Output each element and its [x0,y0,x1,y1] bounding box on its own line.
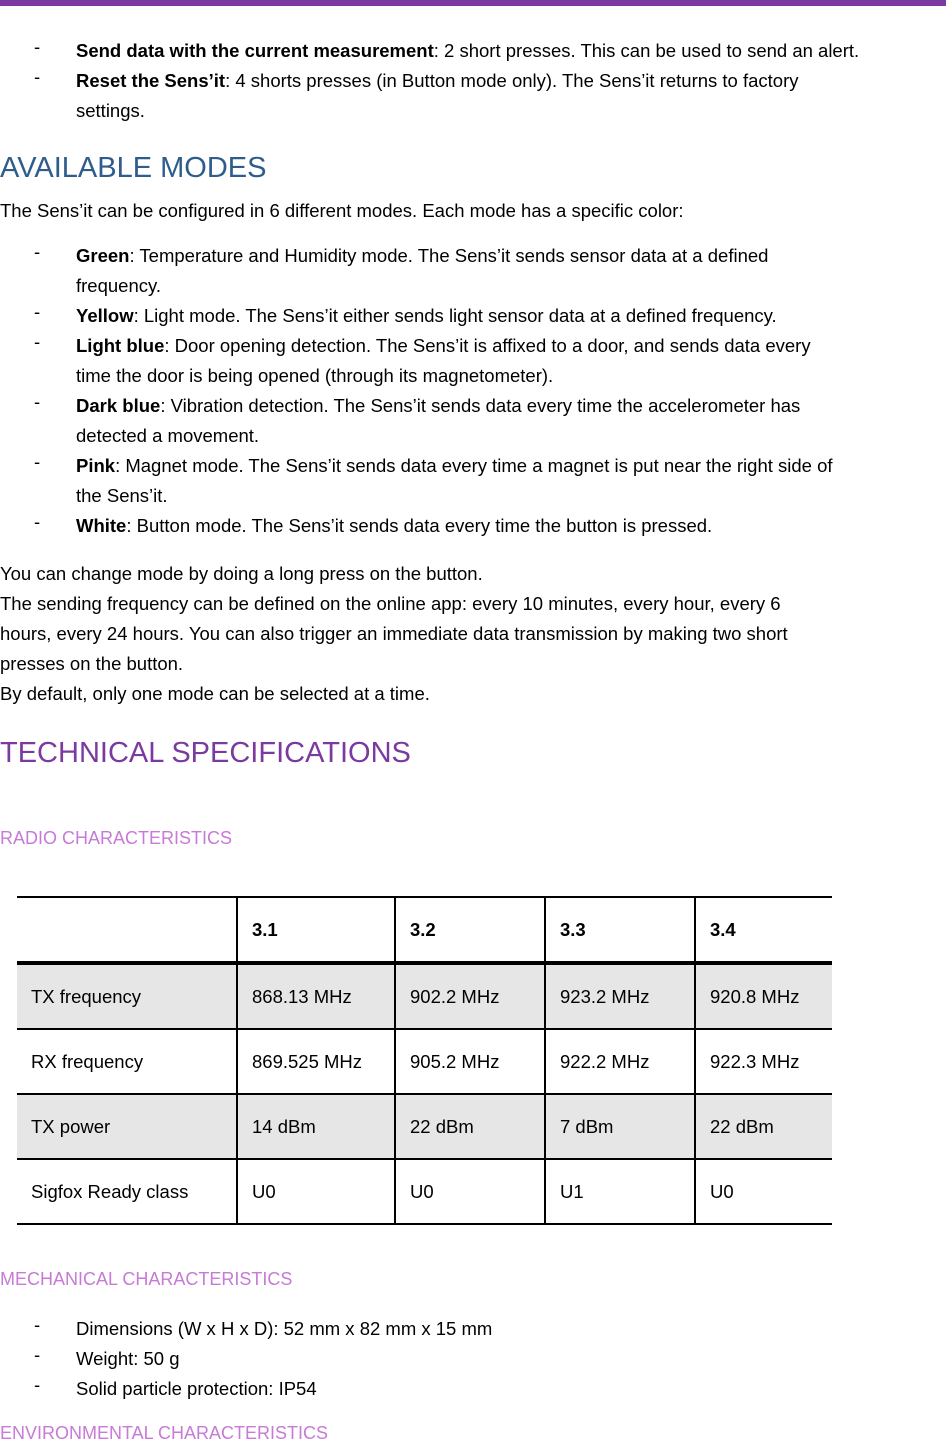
top-accent-bar [0,0,946,6]
paragraph-line: You can change mode by doing a long press on the button. [0,563,483,584]
list-item-text-cont: settings. [76,100,145,121]
bullet-dash: - [34,1374,41,1395]
table-header-cell [17,897,237,963]
bullet-dash: - [34,1314,41,1335]
table-cell: 902.2 MHz [395,963,545,1029]
table-cell: U0 [695,1159,832,1224]
table-cell: 22 dBm [695,1094,832,1159]
table-cell: 920.8 MHz [695,963,832,1029]
table-header-cell: 3.4 [695,897,832,963]
bullet-dash: - [34,301,41,322]
table-cell: TX power [17,1094,237,1159]
paragraph-line: The sending frequency can be defined on the online app: every 10 minutes, every hour, every 6 [0,593,781,614]
paragraph-line: By default, only one mode can be selected at a time. [0,683,430,704]
table-row [17,963,832,1029]
table-cell: 922.3 MHz [695,1029,832,1094]
bullet-dash: - [34,331,41,352]
subheading-environmental: ENVIRONMENTAL CHARACTERISTICS [0,1423,329,1443]
paragraph-line: presses on the button. [0,653,184,674]
list-item-bold: Send data with the current measurement [76,40,434,61]
table-row [17,1029,832,1094]
table-cell: Sigfox Ready class [17,1159,237,1224]
table-cell: 14 dBm [237,1094,395,1159]
table-row [17,1094,832,1159]
subheading-mechanical: MECHANICAL CHARACTERISTICS [0,1269,293,1289]
list-item-text: : 4 shorts presses (in Button mode only). The Sens’it returns to factory [225,70,799,91]
bullet-dash: - [34,66,41,87]
list-item-text: : 2 short presses. This can be used to send an alert. [433,40,860,61]
bullet-dash: - [34,451,41,472]
table-cell: 922.2 MHz [545,1029,695,1094]
table-cell: 869.525 MHz [237,1029,395,1094]
modes-intro: The Sens’it can be configured in 6 different modes. Each mode has a specific color: [0,200,684,221]
table-header-row [17,897,832,963]
section-heading-available-modes: AVAILABLE MODES [0,152,267,184]
list-item-bold: Reset the Sens’it [76,70,226,91]
table-cell: 7 dBm [545,1094,695,1159]
table-cell: RX frequency [17,1029,237,1094]
table-cell: 868.13 MHz [237,963,395,1029]
table-header-cell: 3.2 [395,897,545,963]
bullet-dash: - [34,36,41,57]
table-cell: TX frequency [17,963,237,1029]
table-cell: U0 [237,1159,395,1224]
table-cell: U1 [545,1159,695,1224]
table-header-cell: 3.1 [237,897,395,963]
table-cell: 905.2 MHz [395,1029,545,1094]
table-row [17,1159,832,1224]
subheading-radio: RADIO CHARACTERISTICS [0,828,233,848]
bullet-dash: - [34,241,41,262]
bullet-dash: - [34,511,41,532]
table-cell: U0 [395,1159,545,1224]
bullet-dash: - [34,1344,41,1365]
table-header-cell: 3.3 [545,897,695,963]
paragraph-line: hours, every 24 hours. You can also trigger an immediate data transmission by making two short [0,623,788,644]
radio-spec-table [17,896,832,1225]
table-cell: 923.2 MHz [545,963,695,1029]
table-cell: 22 dBm [395,1094,545,1159]
bullet-dash: - [34,391,41,412]
section-heading-technical-specifications: TECHNICAL SPECIFICATIONS [0,737,411,769]
